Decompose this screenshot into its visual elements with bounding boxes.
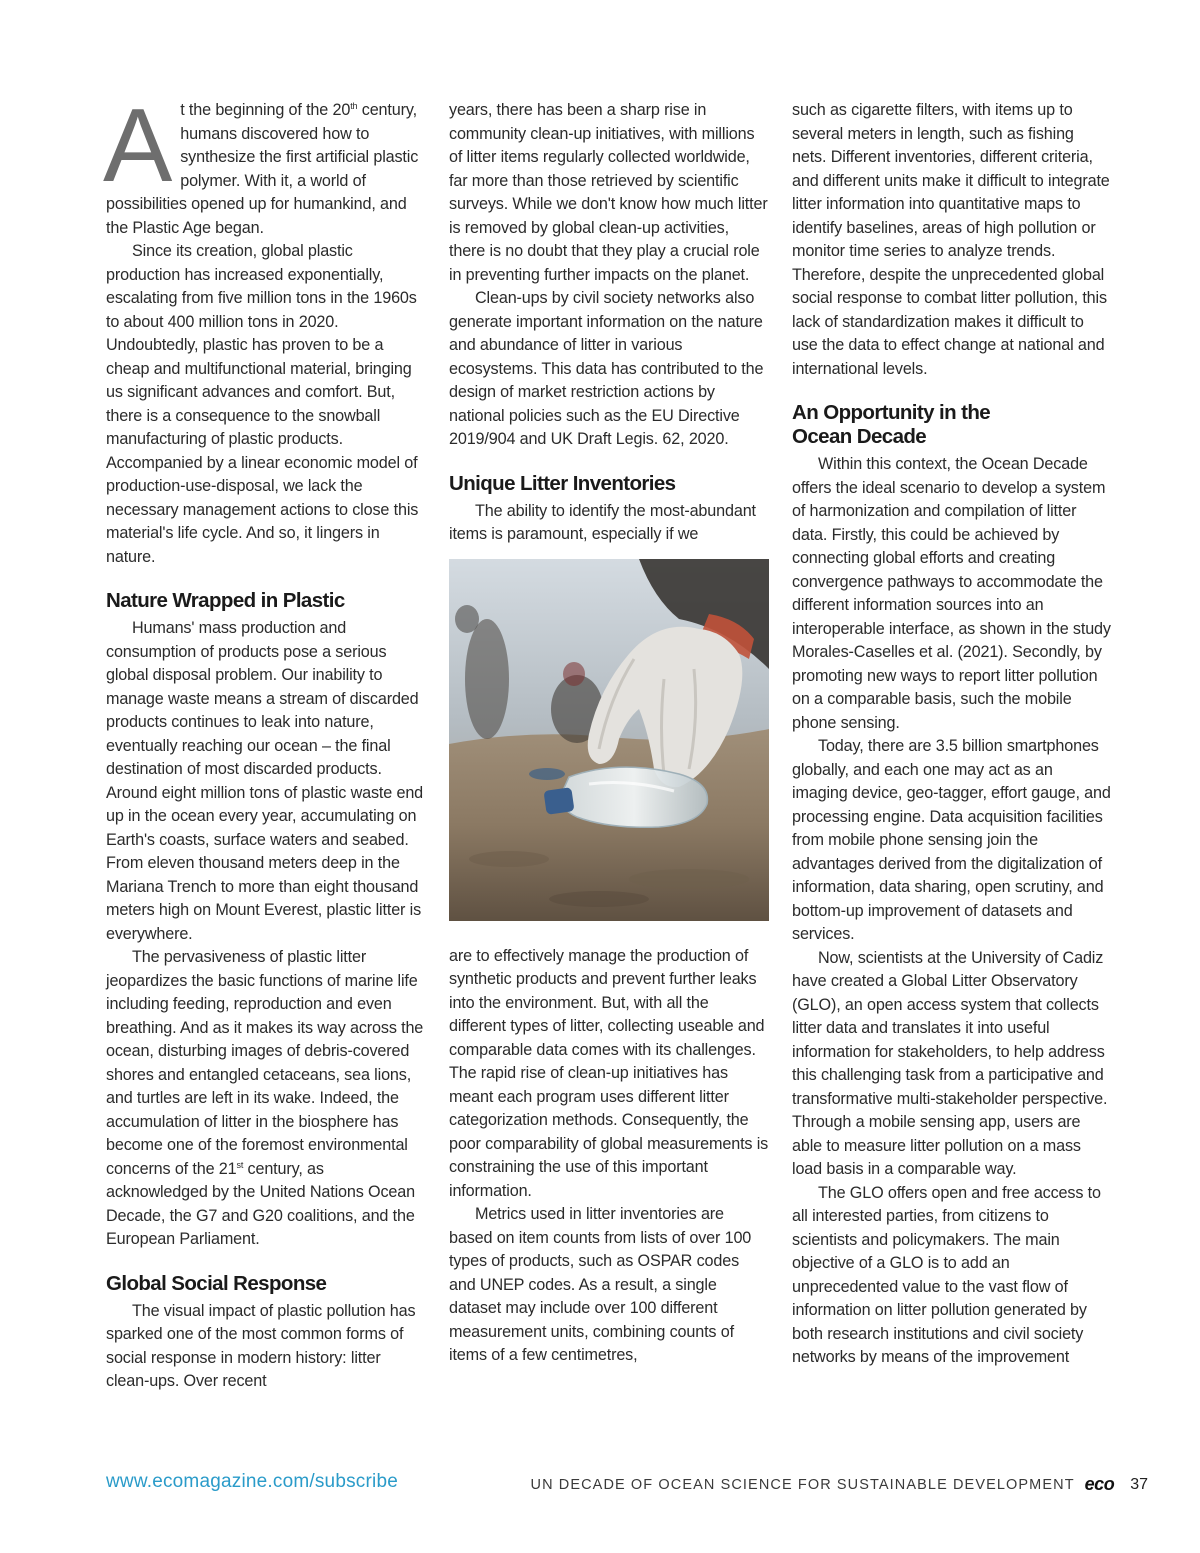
body-paragraph: years, there has been a sharp rise in community clean-up initiatives, with millions of litter items regularly collected worldwide, far more than those retrieved by scientific surveys. While we don't know how much litter is removed by global clean-up activities, there is no doubt that they play a crucial role in preventing further impacts on the planet. <box>449 101 768 284</box>
heading-line-1: An Opportunity in the <box>792 401 991 424</box>
section-heading-unique: Unique Litter Inventories <box>449 471 676 495</box>
body-paragraph: Now, scientists at the University of Cadiz have created a Global Litter Observatory (GLO), an open access system that collects litter data and translates it into useful information for stakeholders, to help address this challenging task from a participative and transformative multi-stakeholder perspective. Through a mobile sensing app, users are able to measure litter pollution on a mass load basis in a comparable way. <box>792 948 1108 1178</box>
section-heading-opportunity <box>792 401 1112 449</box>
superscript: th <box>350 101 358 111</box>
body-paragraph: Since its creation, global plastic production has increased exponentially, escalating from five million tons in the 1960s to about 400 million tons in 2020. Undoubtedly, plastic has proven to be a cheap and multifunctional material, bringing us significant advances and comfort. But, there is a consequence to the snowball manufacturing of plastic products. Accompanied by a linear economic model of production-use-disposal, we lack the necessary management actions to close this material's life cycle. And so, it lingers in nature. <box>106 242 419 566</box>
page-number: 37 <box>1130 1475 1148 1493</box>
photo-illustration <box>449 559 769 921</box>
eco-logo: eco <box>1084 1474 1115 1494</box>
section-heading-nature: Nature Wrapped in Plastic <box>106 589 345 612</box>
body-paragraph: The ability to identify the most-abundant items is paramount, especially if we <box>449 501 756 543</box>
subscribe-link[interactable]: www.ecomagazine.com/subscribe <box>106 1471 398 1492</box>
body-paragraph: Today, there are 3.5 billion smartphones globally, and each one may act as an imaging device, geo-tagger, effort gauge, and processing engine. Data acquisition facilities from mobile phone sensing join the advantages derived from the digitalization of information, data sharing, open scrutiny, and bottom-up improvement of datasets and services. <box>792 737 1111 943</box>
paragraph-text: The pervasiveness of plastic litter jeopardizes the basic functions of marine life including feeding, reproduction and even breathing. And as it makes its way across the ocean, disturbing images of debris-covered shores and entangled cetaceans, sea lions, and turtles are left in its wake. Indeed, the accumulation of litter in the biosphere has become one of the foremost environmental concerns of the 21 <box>106 948 424 1178</box>
article-column-1 <box>103 88 426 1394</box>
drop-cap: A <box>103 88 173 204</box>
heading-line-2: Ocean Decade <box>792 425 927 448</box>
article-column-3 <box>792 99 1112 1370</box>
section-heading-global: Global Social Response <box>106 1271 327 1295</box>
body-paragraph: Clean-ups by civil society networks also generate important information on the nature and abundance of litter in various ecosystems. This data has contributed to the design of market restriction actions by national policies such as the EU Directive 2019/904 and UK Draft Legis. 62, 2020. <box>449 289 764 448</box>
body-paragraph <box>106 946 426 1252</box>
body-paragraph: Metrics used in litter inventories are based on item counts from lists of over 100 types of products, such as OSPAR codes and UNEP codes. As a result, a single dataset may include over 100 different measurement units, combining counts of items of a few centimetres, <box>449 1205 752 1364</box>
paragraph-text-cont: century, as acknowledged by the United Nations Ocean Decade, the G7 and G20 coalitions, and the European Parliament. <box>106 1159 415 1248</box>
intro-text-cont: century, humans discovered how to synthesize the first artificial plastic polymer. With it, a world of possibilities opened up for humankind, and the Plastic Age began. <box>106 101 419 237</box>
body-paragraph: The GLO offers open and free access to all interested parties, from citizens to scientists and policymakers. The main objective of a GLO is to add an unprecedented value to the vast flow of information on litter pollution generated by both research institutions and civil society networks by means of the improvement <box>792 1183 1101 1366</box>
intro-paragraph <box>103 88 426 240</box>
article-column-2 <box>449 99 769 1368</box>
body-paragraph: are to effectively manage the production of synthetic products and prevent further leaks into the environment. But, with all the different types of litter, collecting useable and comparable data comes with its challenges. The rapid rise of clean-up initiatives has meant each program uses different litter categorization methods. Consequently, the poor comparability of global measurements is constraining the use of this important information. <box>449 946 769 1200</box>
page-footer <box>531 1474 1149 1495</box>
intro-text: t the beginning of the 20 <box>180 101 351 119</box>
body-paragraph: Within this context, the Ocean Decade offers the ideal scenario to develop a system of harmonization and compilation of litter data. Firstly, this could be achieved by connecting global efforts and creating convergence pathways to accommodate the different information sources into an interoperable interface, as shown in the study Morales-Caselles et al. (2021). Secondly, by promoting new ways to report litter pollution on a comparable basis, such the mobile phone sensing. <box>792 455 1111 732</box>
beach-cleanup-photo <box>449 559 769 921</box>
body-paragraph: such as cigarette filters, with items up to several meters in length, such as fishing nets. Different inventories, different criteria, and different units make it difficult to integrate litter information into quantitative maps to identify baselines, areas of high pollution or monitor time series to analyze trends. Therefore, despite the unprecedented global social response to combat litter pollution, this lack of standardization makes it difficult to use the data to effect change at national and international levels. <box>792 101 1110 378</box>
section-label: UN DECADE OF OCEAN SCIENCE FOR SUSTAINABLE DEVELOPMENT <box>530 1476 1075 1493</box>
body-paragraph: The visual impact of plastic pollution has sparked one of the most common forms of social response in modern history: litter clean-ups. Over recent <box>106 1301 416 1390</box>
body-paragraph: Humans' mass production and consumption of products pose a serious global disposal problem. Our inability to manage waste means a stream of discarded products continues to leak into nature, eventually reaching our ocean – the final destination of most discarded products. Around eight million tons of plastic waste end up in the ocean every year, accumulating on Earth's coasts, surface waters and seabed. From eleven thousand meters deep in the Mariana Trench to more than eight thousand meters high on Mount Everest, plastic litter is everywhere. <box>106 619 424 943</box>
superscript: st <box>236 1159 244 1170</box>
